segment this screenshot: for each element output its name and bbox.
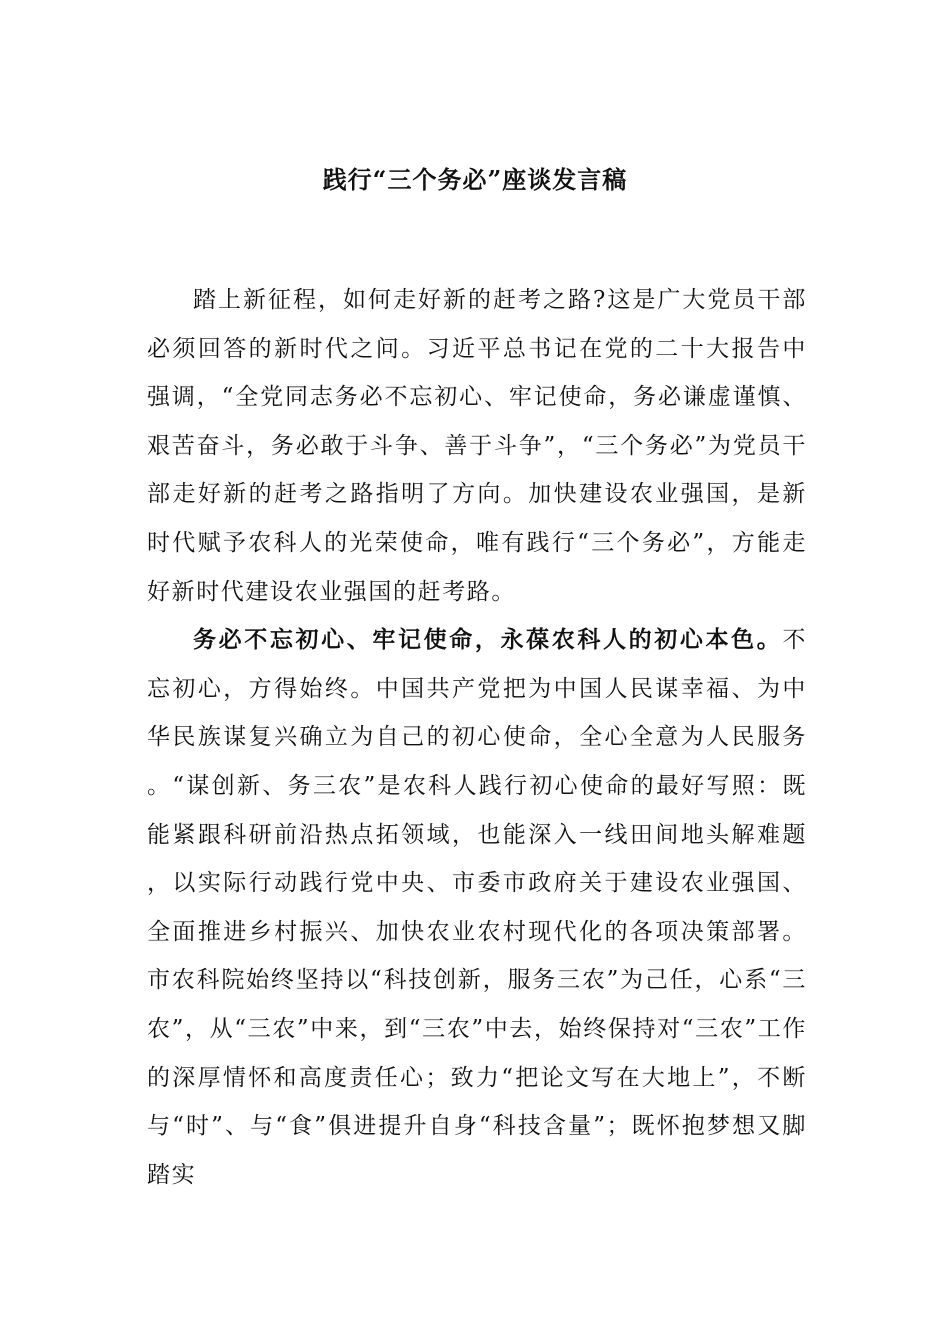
- paragraph-intro-text: 踏上新征程，如何走好新的赶考之路?这是广大党员干部必须回答的新时代之问。习近平总书记在党的二十大报告中强调，“全党同志务必不忘初心、牢记使命，务必谦虚谨慎、艰苦奋斗，务必敢于斗争、善于斗争”，“三个务必”为党员干部走好新的赶考之路指明了方向。加快建设农业强国，是新时代赋予农科人的光荣使命，唯有践行“三个务必”，方能走好新时代建设农业强国的赶考路。: [147, 287, 807, 605]
- paragraph-section-1-text: 不忘初心，方得始终。中国共产党把为中国人民谋幸福、为中华民族谋复兴确立为自己的初心使命，全心全意为人民服务。“谋创新、务三农”是农科人践行初心使命的最好写照：既能紧跟科研前沿热点拓领域，也能深入一线田间地头解难题，以实际行动践行党中央、市委市政府关于建设农业强国、全面推进乡村振兴、加快农业农村现代化的各项决策部署。市农科院始终坚持以“科技创新，服务三农”为己任，心系“三农”，从“三农”中来，到“三农”中去，始终保持对“三农”工作的深厚情怀和高度责任心；致力“把论文写在大地上”，不断与“时”、与“食”俱进提升自身“科技含量”；既怀抱梦想又脚踏实: [147, 627, 807, 1188]
- document-body: [147, 276, 807, 1199]
- document-title: 践行“三个务必”座谈发言稿: [322, 165, 628, 194]
- paragraph-intro: [147, 276, 807, 616]
- paragraph-section-1: [147, 616, 807, 1199]
- section-1-heading: 务必不忘初心、牢记使命，永葆农科人的初心本色。: [193, 626, 783, 654]
